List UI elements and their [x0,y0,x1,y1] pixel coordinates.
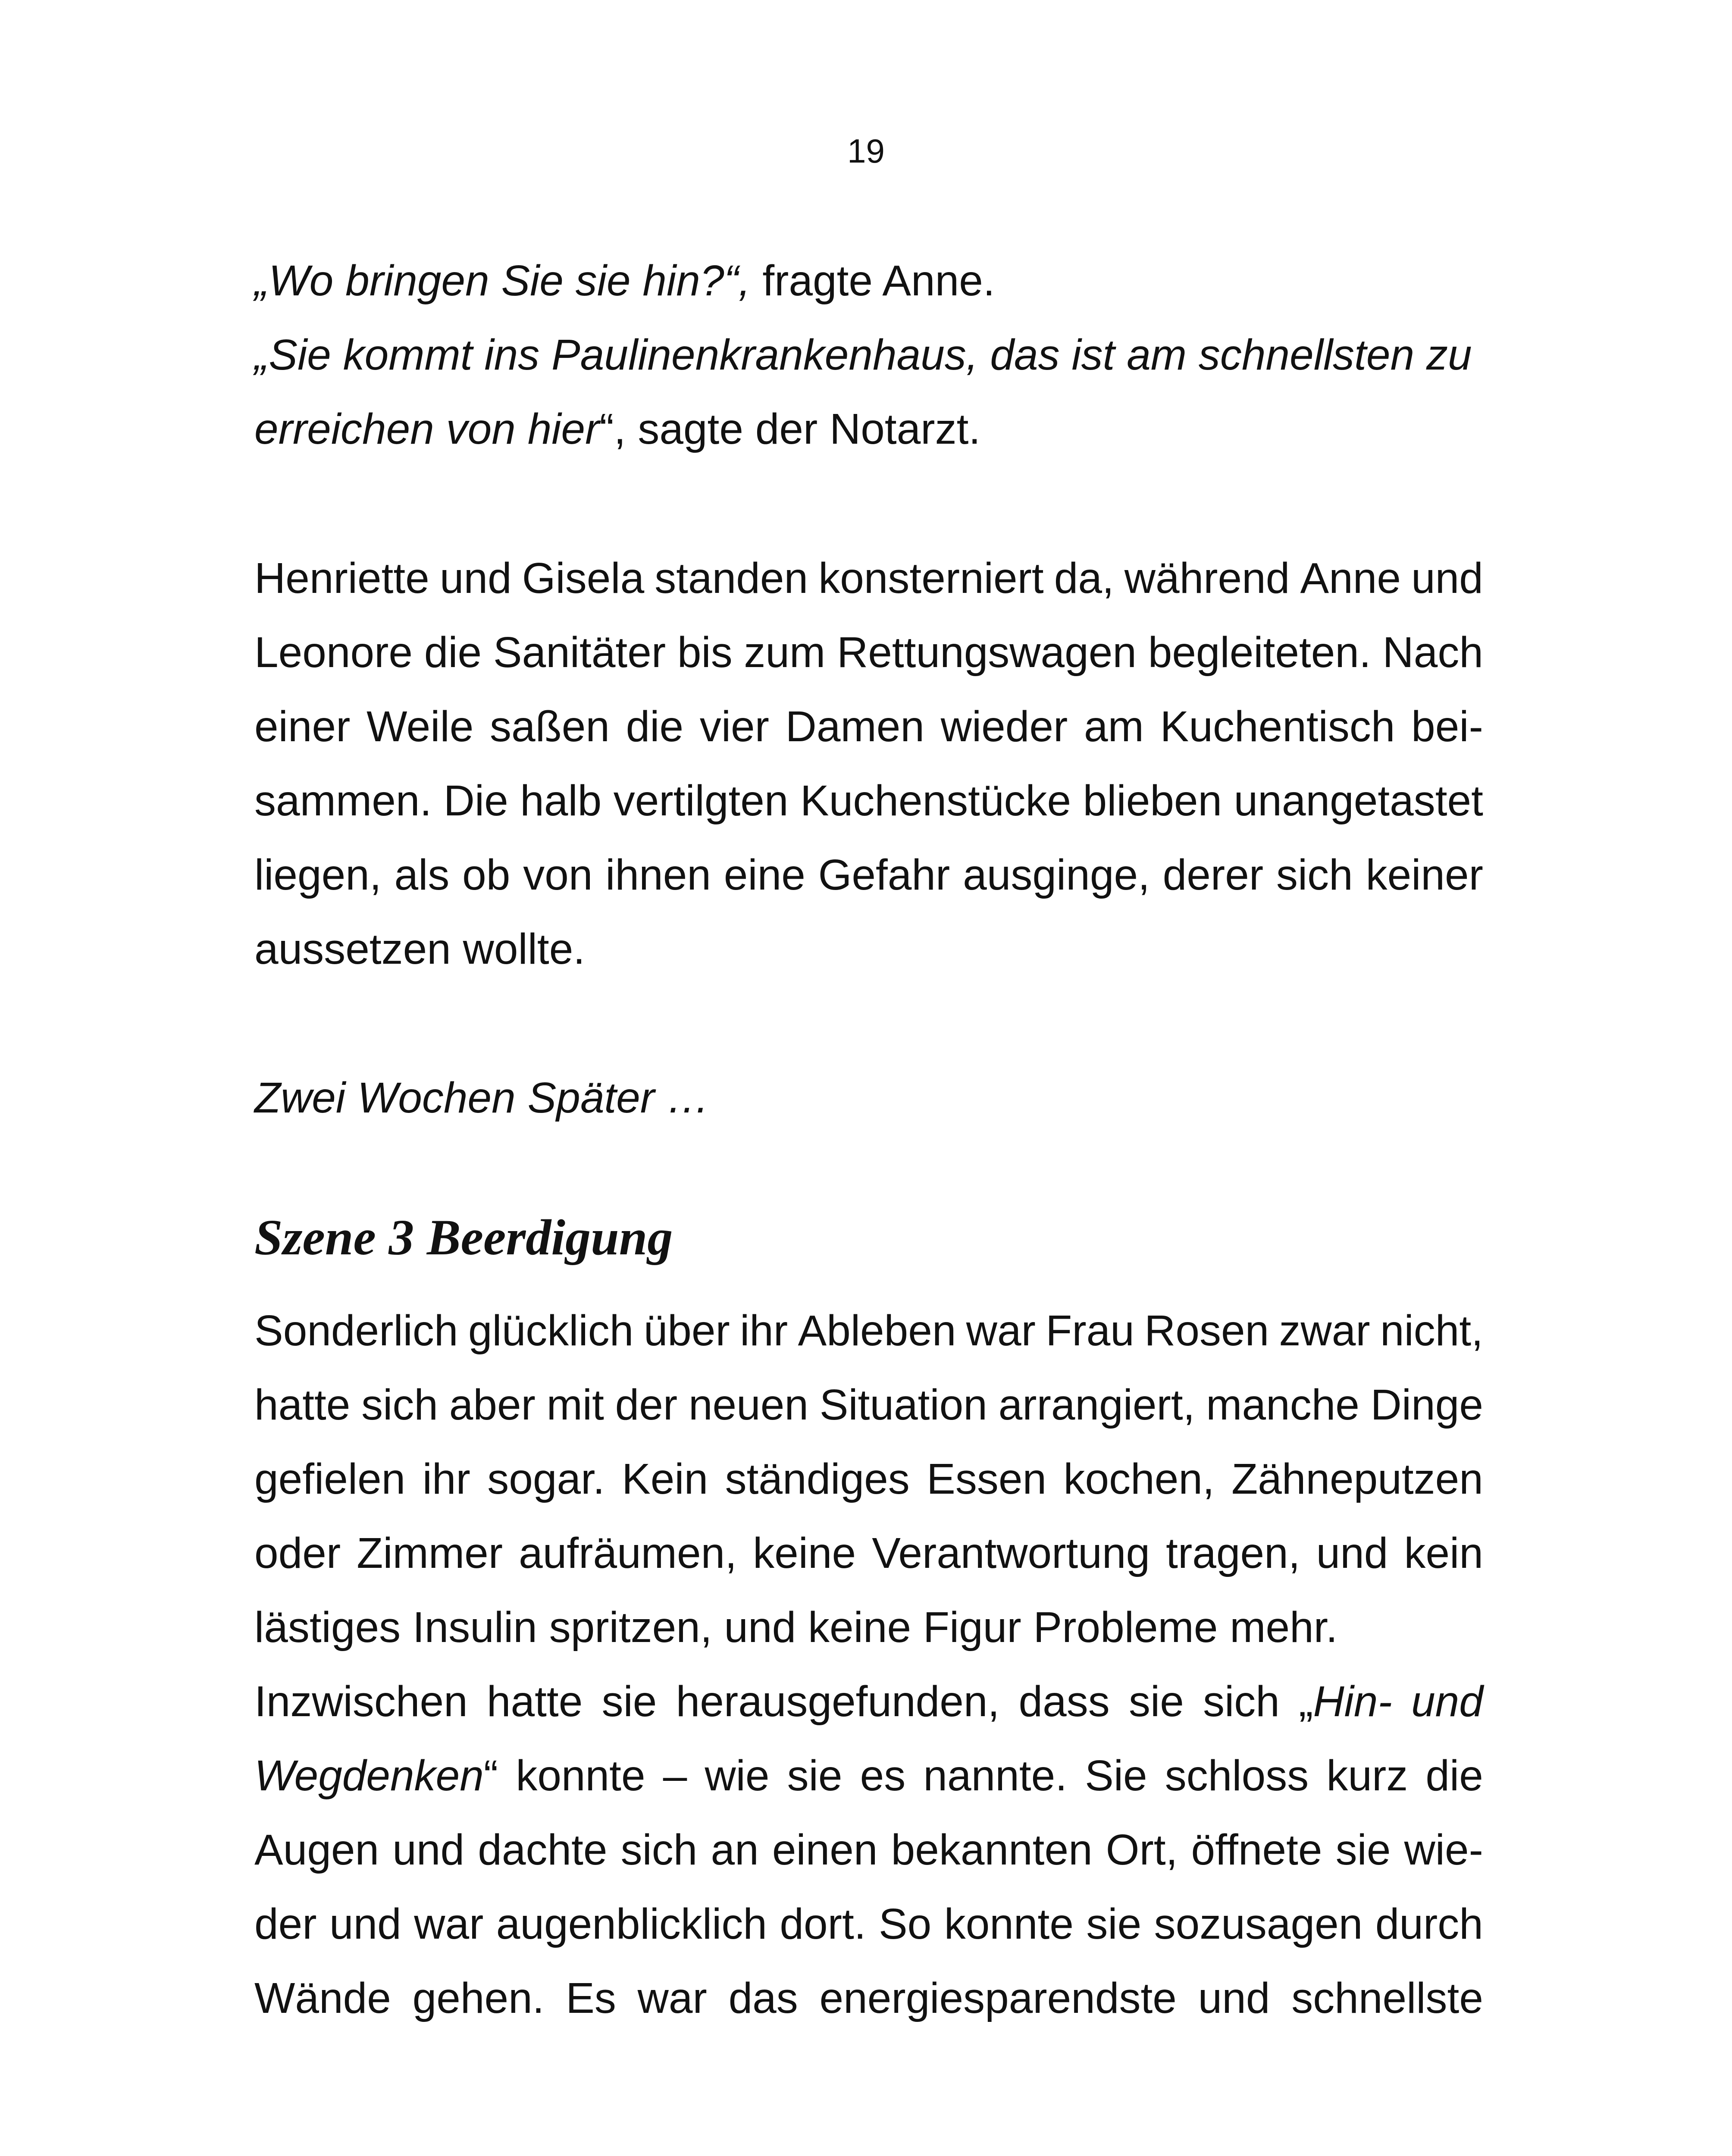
word: dort. [780,1900,866,1948]
word: Ort, [1106,1826,1178,1874]
word: tragen, [1166,1529,1300,1577]
word: vier [699,702,769,751]
word: sich [1276,851,1353,899]
word: Weile [366,702,474,751]
word: standen [655,554,808,602]
word: die [424,628,482,677]
word: sie [1086,1900,1142,1948]
word: eine [723,851,805,899]
word: über [643,1307,730,1355]
word: Kuchenstücke [800,777,1071,825]
word: Damen [785,702,925,751]
word: sammen. [254,777,432,825]
word: sie [787,1752,843,1800]
word: Rettungswagen [837,628,1137,677]
word: einen [772,1826,878,1874]
word [254,1739,498,1813]
word: Zimmer [357,1529,503,1577]
word: ständiges [725,1455,910,1503]
word: am [1084,702,1144,751]
word: bei- [1411,702,1483,751]
word: Nach [1382,628,1483,677]
word: die [626,702,684,751]
text-line [254,1294,1483,1368]
word: wie- [1404,1826,1483,1874]
dialogue-line [254,244,1483,318]
word: sie [601,1677,657,1726]
word: Dinge [1370,1381,1483,1429]
word: und [329,1900,401,1948]
word: neuen [688,1381,809,1429]
text-line [254,689,1483,764]
word: und [439,554,512,602]
text-line [254,764,1483,838]
paragraph-3 [254,1664,1483,2035]
word: öffnete [1191,1826,1322,1874]
word: blieben [1083,777,1222,825]
word: Es [566,1974,616,2022]
text-line [254,838,1483,912]
word: und [1316,1529,1388,1577]
word: sie [1129,1677,1184,1726]
word: Sanitäter [493,628,666,677]
word: Ableben [798,1307,956,1355]
word: manche [1206,1381,1359,1429]
word: durch [1375,1900,1483,1948]
word: und [1411,1677,1483,1726]
word: Augen [254,1826,379,1874]
word: der [254,1900,317,1948]
word: sich [1203,1677,1280,1726]
word: arrangiert, [998,1381,1195,1429]
word: herausgefunden, [676,1677,1000,1726]
word: keine [753,1529,856,1577]
word: konnte [516,1752,645,1800]
word: die [1425,1752,1483,1800]
word: war [637,1974,707,2022]
word: kochen, [1063,1455,1215,1503]
word: ihr [740,1307,788,1355]
word: keiner [1366,851,1483,899]
word: zwar [1279,1307,1370,1355]
word: und [1198,1974,1270,2022]
word: Sonderlich [254,1307,458,1355]
word: da, [1054,554,1114,602]
word: Verantwortung [872,1529,1150,1577]
word: ihr [422,1455,470,1503]
word: war [414,1900,484,1948]
word: vertilgten [613,777,789,825]
interlude-line: Zwei Wochen Später … [254,1074,710,1122]
text-line [254,541,1483,615]
paragraph-1 [254,541,1483,986]
word [1299,1664,1392,1739]
interlude-text [254,1061,1483,1135]
word: gefielen [254,1455,406,1503]
word: – [663,1752,687,1800]
word: das [728,1974,798,2022]
word: ihnen [605,851,711,899]
word: halb [520,777,602,825]
word: einer [254,702,351,751]
dialogue-line: „Sie kommt ins Paulinenkrankenhaus, das ist am schnellsten zu [254,331,1472,379]
word: während [1124,554,1290,602]
scene-heading: Szene 3 Beerdigung [254,1209,673,1266]
word: Anne [1300,554,1401,602]
word: oder [254,1529,341,1577]
word: zum [744,628,826,677]
word: sich [620,1826,698,1874]
word: mit [546,1381,604,1429]
word: kein [1404,1529,1483,1577]
word: bekannten [891,1826,1093,1874]
narration-text: fragte Anne. [750,257,995,305]
word: Leonore [254,628,413,677]
text-line [254,1887,1483,1961]
word: wieder [940,702,1068,751]
quote-mark: „ [1299,1677,1313,1726]
dialogue-line [254,392,1483,466]
word: aber [449,1381,536,1429]
word: ob [462,851,511,899]
word: So [878,1900,932,1948]
word: Sie [1085,1752,1147,1800]
word: Kein [622,1455,708,1503]
text-line-last: aussetzen wollte. [254,925,586,973]
word: liegen, [254,851,382,899]
page-number: 19 [847,132,885,170]
word: sogar. [487,1455,605,1503]
word: der [615,1381,678,1429]
word: begleiteten. [1148,628,1371,677]
dialogue-block [254,244,1483,466]
word: Frau [1046,1307,1134,1355]
word: nicht, [1380,1307,1483,1355]
text-line-last: lästiges Insulin spritzen, und keine Figur Probleme mehr. [254,1603,1338,1651]
narration-text: “, sagte der Notarzt. [599,405,981,453]
word: hatte [486,1677,583,1726]
text-line [254,1516,1483,1590]
word: glücklich [468,1307,634,1355]
word: aufräumen, [519,1529,737,1577]
word: Inzwischen [254,1677,468,1726]
word: Gefahr [818,851,950,899]
word: Henriette [254,554,429,602]
word: und [392,1826,465,1874]
word: und [1411,554,1483,602]
word: kurz [1326,1752,1408,1800]
text-line [254,615,1483,689]
word: dachte [478,1826,608,1874]
word: derer [1162,851,1264,899]
italic-word: Hin- [1313,1677,1392,1726]
word: saßen [490,702,610,751]
word: Gisela [522,554,645,602]
word: nannte. [923,1752,1068,1800]
word: schnellste [1291,1974,1483,2022]
word: konsterniert [818,554,1044,602]
word: Rosen [1144,1307,1269,1355]
word: unangetastet [1234,777,1483,825]
word: sich [361,1381,438,1429]
word: Wände [254,1974,391,2022]
word: sozusagen [1154,1900,1363,1948]
text-line [254,1739,1483,1813]
word: als [394,851,450,899]
word: Zähneputzen [1231,1455,1483,1503]
text-line [254,1442,1483,1516]
quote-mark: “ [483,1752,498,1800]
word: Kuchentisch [1160,702,1395,751]
word: wie [705,1752,770,1800]
quote-text: „Wo bringen Sie sie hin?“, [254,257,751,305]
word: war [966,1307,1036,1355]
word: Die [443,777,508,825]
paragraph-2 [254,1294,1483,1664]
word: augenblicklich [496,1900,767,1948]
word: ausginge, [963,851,1150,899]
word: gehen. [412,1974,545,2022]
word: es [860,1752,906,1800]
word: Situation [819,1381,987,1429]
italic-word: Wegdenken [254,1752,484,1800]
word: sie [1335,1826,1391,1874]
text-line [254,1813,1483,1887]
word: konnte [944,1900,1074,1948]
word: bis [677,628,733,677]
word: Essen [927,1455,1047,1503]
word: hatte [254,1381,351,1429]
word: von [523,851,593,899]
quote-text: erreichen von hier [254,405,600,453]
word: schloss [1165,1752,1309,1800]
word: an [711,1826,759,1874]
text-line [254,1664,1483,1739]
text-line [254,1368,1483,1442]
word: dass [1018,1677,1110,1726]
word: energiesparendste [819,1974,1177,2022]
text-line [254,1961,1483,2035]
